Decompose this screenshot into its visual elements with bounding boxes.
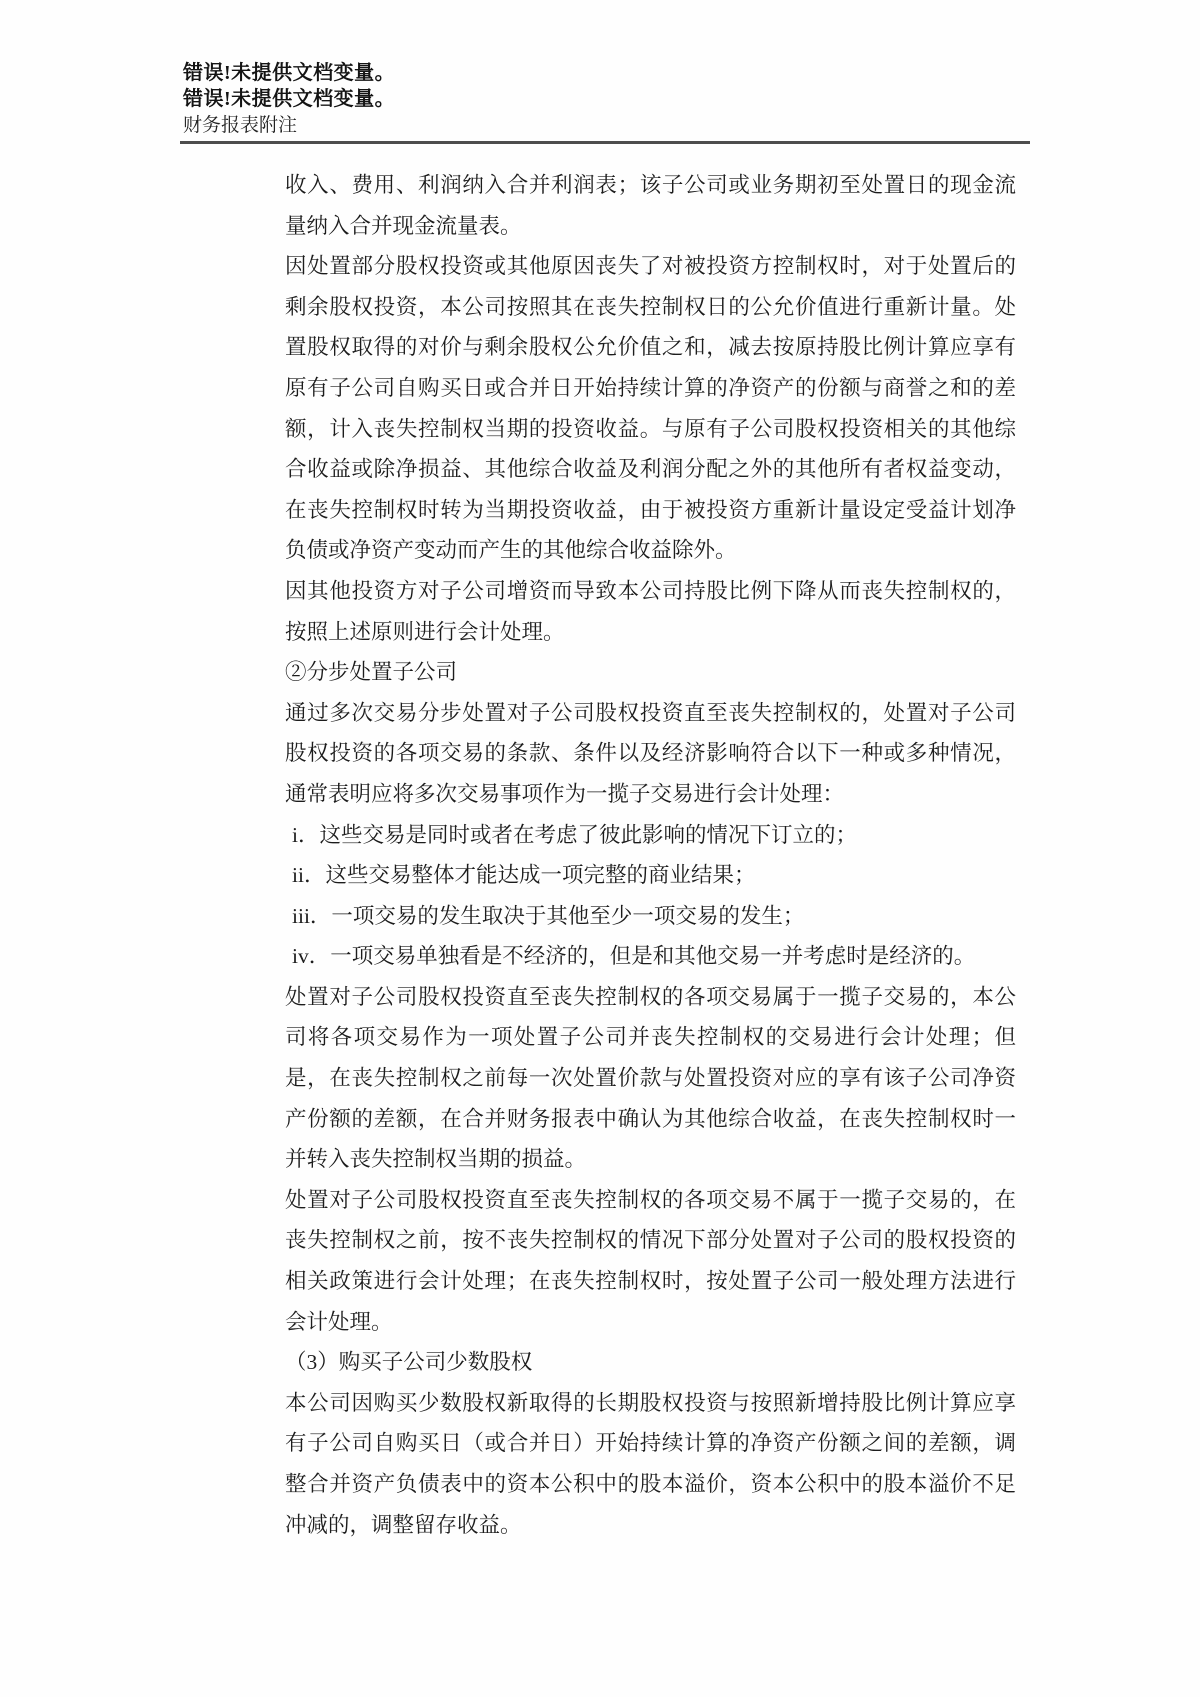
header-divider: [180, 141, 1030, 144]
text-line: 股权投资的各项交易的条款、条件以及经济影响符合以下一种或多种情况，: [285, 741, 1016, 766]
text-line: 额，计入丧失控制权当期的投资收益。与原有子公司股权投资相关的其他综: [285, 416, 1016, 441]
page-header: [183, 60, 395, 139]
text-line: 司将各项交易作为一项处置子公司并丧失控制权的交易进行会计处理；但: [285, 1025, 1016, 1050]
text-line: 是，在丧失控制权之前每一次处置价款与处置投资对应的享有该子公司净资: [285, 1066, 1016, 1091]
text-line: 因处置部分股权投资或其他原因丧失了对被投资方控制权时，对于处置后的: [285, 254, 1016, 279]
text-line: 有子公司自购买日（或合并日）开始持续计算的净资产份额之间的差额，调: [285, 1431, 1016, 1456]
list-item-ii: ii．这些交易整体才能达成一项完整的商业结果；: [292, 863, 756, 888]
text-line: 负债或净资产变动而产生的其他综合收益除外。: [285, 538, 737, 563]
text-line: 通过多次交易分步处置对子公司股权投资直至丧失控制权的，处置对子公司: [285, 700, 1016, 725]
text-line: ②分步处置子公司: [285, 660, 458, 685]
header-error-line-1: 错误!未提供文档变量。: [183, 62, 396, 84]
text-line: 收入、费用、利润纳入合并利润表；该子公司或业务期初至处置日的现金流: [285, 173, 1016, 197]
text-line: 处置对子公司股权投资直至丧失控制权的各项交易属于一揽子交易的，本公: [285, 984, 1016, 1009]
text-line: 剩余股权投资，本公司按照其在丧失控制权日的公允价值进行重新计量。处: [285, 294, 1016, 319]
text-line: 原有子公司自购买日或合并日开始持续计算的净资产的份额与商誉之和的差: [285, 375, 1016, 400]
document-body: [285, 165, 1016, 1545]
text-line: 丧失控制权之前，按不丧失控制权的情况下部分处置对子公司的股权投资的: [285, 1228, 1016, 1253]
header-section-title: 财务报表附注: [183, 115, 298, 136]
text-line: 置股权取得的对价与剩余股权公允价值之和，减去按原持股比例计算应享有: [285, 335, 1016, 360]
text-line: 冲减的，调整留存收益。: [285, 1512, 522, 1537]
text-line: 并转入丧失控制权当期的损益。: [285, 1147, 587, 1172]
text-line: 会计处理。: [285, 1309, 393, 1334]
list-item-iii: iii．一项交易的发生取决于其他至少一项交易的发生；: [292, 903, 805, 928]
text-line: 处置对子公司股权投资直至丧失控制权的各项交易不属于一揽子交易的，在: [285, 1187, 1016, 1212]
text-line: 因其他投资方对子公司增资而导致本公司持股比例下降从而丧失控制权的，: [285, 578, 1016, 603]
list-item-iv: iv．一项交易单独看是不经济的，但是和其他交易一并考虑时是经济的。: [292, 944, 976, 969]
list-item-i: i．这些交易是同时或者在考虑了彼此影响的情况下订立的；: [292, 822, 857, 847]
text-line: 按照上述原则进行会计处理。: [285, 619, 565, 644]
header-error-line-2: 错误!未提供文档变量。: [183, 88, 396, 110]
text-line: 整合并资产负债表中的资本公积中的股本溢价，资本公积中的股本溢价不足: [285, 1472, 1016, 1496]
text-line: 在丧失控制权时转为当期投资收益，由于被投资方重新计量设定受益计划净: [285, 497, 1016, 522]
text-line: 量纳入合并现金流量表。: [285, 213, 522, 238]
heading-buy-minority-interest: （3）购买子公司少数股权: [285, 1350, 533, 1375]
text-line: 相关政策进行会计处理；在丧失控制权时，按处置子公司一般处理方法进行: [285, 1269, 1016, 1294]
text-line: 合收益或除净损益、其他综合收益及利润分配之外的其他所有者权益变动，: [285, 457, 1016, 482]
text-line: 通常表明应将多次交易事项作为一揽子交易进行会计处理：: [285, 781, 845, 806]
text-line: 本公司因购买少数股权新取得的长期股权投资与按照新增持股比例计算应享: [285, 1390, 1016, 1415]
text-line: 产份额的差额，在合并财务报表中确认为其他综合收益，在丧失控制权时一: [285, 1106, 1016, 1131]
